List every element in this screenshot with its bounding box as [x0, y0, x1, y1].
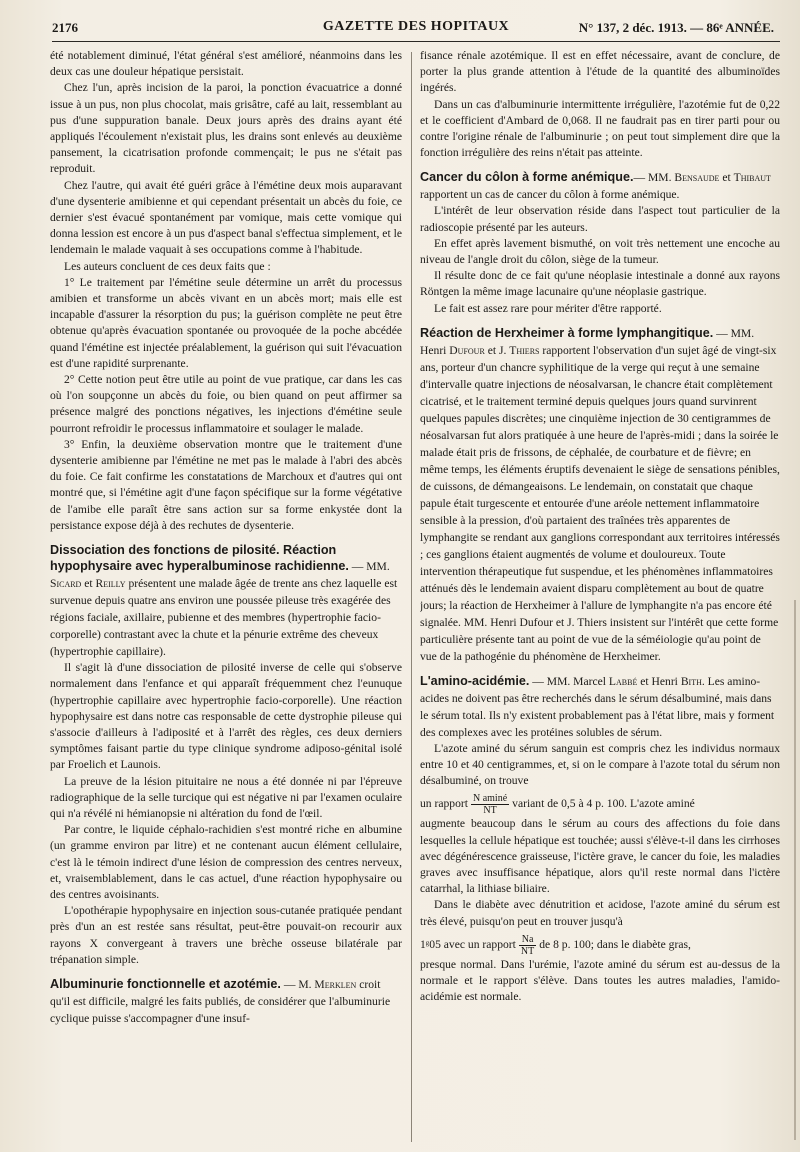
formula-line: un rapport $\frac{\text{N aminé}}{NT}$ variant de 0,5 à 4 p. 100. L'azote aminé — [420, 793, 695, 817]
author-name: Sicard — [50, 577, 82, 591]
page-header — [52, 16, 780, 42]
paragraph: Chez l'autre, qui avait été guéri grâce à l'émétine deux mois auparavant d'une dysenterie amibienne et qui cependant présentait un abcès du foie, ce dernier s'est évacué spontanément par vomique, mais cette vomique qui donna lession est encore à un pus d'aspect banal s'effectua simplement, et le lendemain le malade vaquait à ses occupations comme à l'habitude. — [50, 178, 402, 257]
left-column — [50, 48, 402, 1143]
section-heading-herxheimer: Réaction de Herxheimer à forme lymphangitique. — MM. Henri Dufour et J. Thiers rapportent l'observation d'un sujet âgé de vingt-six ans, porteur d'un chancre syphilitique de la verge qui reçut à une semaine d'intervalle quatre injections de néosalvarsan, le chancre était complètement cicatrisé, et le traitement terminé depuis quelques jours quand survinrent quelques papules discrètes; une cinquième injection de 30 centigrammes de néosalvarsan fut alors pratiquée à une heure de l'après-midi ; dans la soirée le malade était pris de frissons, de céphalée, de courbature et de fièvre; en même temps, les éléments éruptifs devenaient le siège de sensations pénibles, de cuissons, de démangeaisons. Le lendemain, on constatait que chaque papule était turgescente et entourée d'une aréole nettement inflammatoire sensible à la pression, d'où partaient des traînées très apparentes de lymphangite se rendant aux ganglions correspondant aux territoires intéressés ; ces ganglions étaient augmentés de volume et douloureux. Toute intervention thérapeutique fut suspendue, et les phénomènes inflammatoires atténués dès le lendemain avaient disparu complètement au bout de quatre jours; la réaction de Herxheimer à l'allure de lymphangite n'a pas encore été signalée. MM. Henri Dufour et J. Thiers insistent sur l'intérêt que cette forme particulière présente tant au point de vue de la séméiologie qu'au point de vue de la pathogénie du phénomène de Herxheimer. — [420, 325, 780, 663]
section-heading-cancer-colon: Cancer du côlon à forme anémique.— MM. Bensaude et Thibaut rapportent un cas de cancer du côlon à forme anémique. — [420, 170, 771, 202]
column-divider — [411, 52, 412, 1142]
section-heading-albuminurie: Albuminurie fonctionnelle et azotémie. — M. Merklen croit qu'il est difficile, malgré les faits publiés, de considérer que l'albuminurie cyclique puisse s'accompagner d'une insuf- — [50, 976, 391, 1025]
paragraph: Le fait est assez rare pour mériter d'être rapporté. — [434, 301, 662, 315]
formula-line: 1ᵍ05 avec un rapport $\frac{Na}{NT}$ de 8 p. 100; dans le diabète gras, — [420, 933, 691, 957]
paragraph: 1° Le traitement par l'émétine seule détermine un arrêt du processus amibien et transforme un abcès vivant en un abcès mort; mais elle est incapable d'assurer la résorption du pus; la guérison complète ne peut être obtenue qu'après évacuation spontanée ou provoquée de la poche abcédée quand l'émétine est injectée préalablement, la guérison qui suit l'évacuation est d'une rapidité surprenante. — [50, 275, 402, 370]
paragraph: L'intérêt de leur observation réside dans l'aspect tout particulier de la radioscopie présenté par les auteurs. — [420, 204, 780, 234]
fraction: $\frac{\text{N aminé}}{NT}$ — [472, 793, 508, 817]
paragraph: L'azote aminé du sérum sanguin est compris chez les individus normaux entre 10 et 40 centigrammes, et, si on le compare à l'azote total du sérum non désalbuminé, on trouve — [420, 741, 780, 788]
author-name: Bensaude — [674, 171, 720, 185]
paragraph: En effet après lavement bismuthé, on voit très nettement une encoche au niveau de l'angle droit du côlon, siège de la tumeur. — [420, 236, 780, 267]
publication-title: GAZETTE DES HOPITAUX — [322, 19, 510, 34]
author-name: Merklen — [314, 977, 357, 991]
fraction: $\frac{Na}{NT}$ — [520, 933, 535, 957]
paragraph: fisance rénale azotémique. Il est en effet nécessaire, avant de conclure, de porter la plus grande attention à l'étude de la quantité des albuminoïdes ingérés. — [420, 49, 780, 95]
paragraph: presque normal. Dans l'urémie, l'azote aminé du sérum est au-dessus de la normale et le rapport s'élève. Dans toutes les autres maladies, l'amido-acidémie est normale. — [420, 957, 780, 1004]
paragraph: augmente beaucoup dans le sérum au cours des affections du foie dans lesquelles la cellule hépatique est touchée; aussi s'élève-t-il dans les cirrhoses avec dégénérescence graisseuse, l'ictère grave, le cancer du foie, les maladies graves avec insuffisance hépatique, alors qu'il reste normal dans l'ictère catarrhal, la lithiase biliaire. — [420, 817, 780, 896]
page-edge-mark — [794, 600, 796, 1140]
author-name: Dufour — [449, 343, 485, 357]
paragraph: Les auteurs concluent de ces deux faits que : — [64, 259, 271, 273]
paragraph: L'opothérapie hypophysaire en injection sous-cutanée pratiquée pendant près d'un an est restée sans résultat, peut-être pouvait-on recourir aux rayons X convergeant à travers une brèche osseuse bilatérale par trépanation simple. — [50, 904, 402, 966]
author-name: Bith — [680, 674, 702, 688]
paragraph: été notablement diminué, l'état général s'est amélioré, néanmoins dans les deux cas une douleur hépatique persistait. — [50, 49, 402, 79]
paragraph: 2° Cette notion peut être utile au point de vue pratique, car dans les cas où l'on soupçonne un abcès du foie, ou bien quand on peut affirmer sa présence malgré des ponctions négatives, les injections d'émétine seule pourront refroidir le processus inflammatoire et soulager le malade. — [50, 373, 402, 435]
author-name: Thibaut — [733, 171, 771, 185]
paragraph: Par contre, le liquide céphalo-rachidien s'est montré riche en albumine (un gramme environ par litre) et ne contenant aucun élément cellulaire, c'est là le témoin indirect d'une lésion de compression des centres nerveux, et, vraisemblablement, dans le cas actuel, d'une réaction hypophysaire ou des centres avoisinants. — [50, 823, 402, 901]
author-name: Labbé — [608, 674, 638, 688]
paragraph: La preuve de la lésion pituitaire ne nous a été donnée ni par l'épreuve radiographique de la selle turcique qui est négative ni par l'examen oculaire qui n'a révélé ni hémianopsie ni altération du fond de l'œil. — [50, 774, 402, 820]
author-name: Reilly — [95, 577, 126, 591]
paragraph: Dans le diabète avec dénutrition et acidose, l'azote aminé du sérum est très élevé, puisqu'on peut en trouver jusqu'à — [420, 898, 780, 928]
author-name: Thiers — [509, 343, 540, 357]
paragraph: Il résulte donc de ce fait qu'une néoplasie intestinale a donné aux rayons Röntgen la même image lacunaire qu'une néoplasie gastrique. — [420, 269, 780, 299]
paragraph: Dans un cas d'albuminurie intermittente irrégulière, l'azotémie fut de 0,22 et le coefficient d'Ambard de 0,068. Il ne faudrait pas en tirer parti pour ou contre l'origine rénale de l'albuminurie ; on peut tout simplement dire que la fonction irrégulière des reins n'était pas atteinte. — [420, 97, 780, 160]
paragraph: Chez l'un, après incision de la paroi, la ponction évacuatrice a donné issue à un pus, non plus chocolat, mais grisâtre, café au lait, ressemblant au pus d'une suppuration banale. Deux jours après des drains ayant été appliqués l'écoulement n'existait plus, les drains sont enlevés au deuxième pansement, la cicatrisation profonde commençait; le pus ne s'était pas reproduit. — [50, 81, 402, 176]
paragraph: 3° Enfin, la deuxième observation montre que le traitement d'une dysenterie amibienne par l'émétine ne met pas le malade à l'abri des abcès du foie. Ce fait confirme les constatations de Marchoux et d'autres qui ont montré que, si l'émétine agit d'une façon spécifique sur la forme végétative de l'amibe elle paraît être sans action sur sa forme enkystée dont la persistance expose déjà à des rechutes de dysenterie. — [50, 437, 402, 532]
paragraph: Il s'agit là d'une dissociation de pilosité inverse de celle qui s'observe normalement dans l'enfance et qui apparaît fréquemment chez l'eunuque (hypertrophie capillaire avec hypertrophie facio-corporelle). Une réaction hypophysaire est dans notre cas responsable de cette dystrophie pileuse qui s'associe d'ailleurs à l'adiposité et à l'arrêt des règles, ces deux derniers symptômes faisant partie du type clinique syndrome adiposo-génital isolé par Froelich et Launois. — [50, 661, 402, 772]
issue-info: N° 137, 2 déc. 1913. — 86ᵉ ANNÉE. — [578, 20, 774, 35]
section-heading-pilosite: Dissociation des fonctions de pilosité. Réaction hypophysaire avec hyperalbuminose rachidienne. — MM. Sicard et Reilly présentent une malade âgée de trente ans chez laquelle est survenue depuis quatre ans environ une poussée pileuse très exagérée des régions faciale, axillaire, pubienne et des membres (hypertrophie facio-corporelle) contrastant avec la chute et la pénurie extrême des cheveux (hypertrophie capillaire). — [50, 543, 398, 659]
section-heading-amino-acidemie: L'amino-acidémie. — MM. Marcel Labbé et Henri Bith. Les amino-acides ne doivent pas être recherchés dans le sérum désalbuminé, mais dans le sérum total. Ils n'y existent probablement pas à l'état libre, mais y forment des complexes avec les protéines solubles de sérum. — [420, 673, 775, 739]
right-column — [420, 48, 780, 1143]
page-number: 2176 — [52, 20, 78, 35]
